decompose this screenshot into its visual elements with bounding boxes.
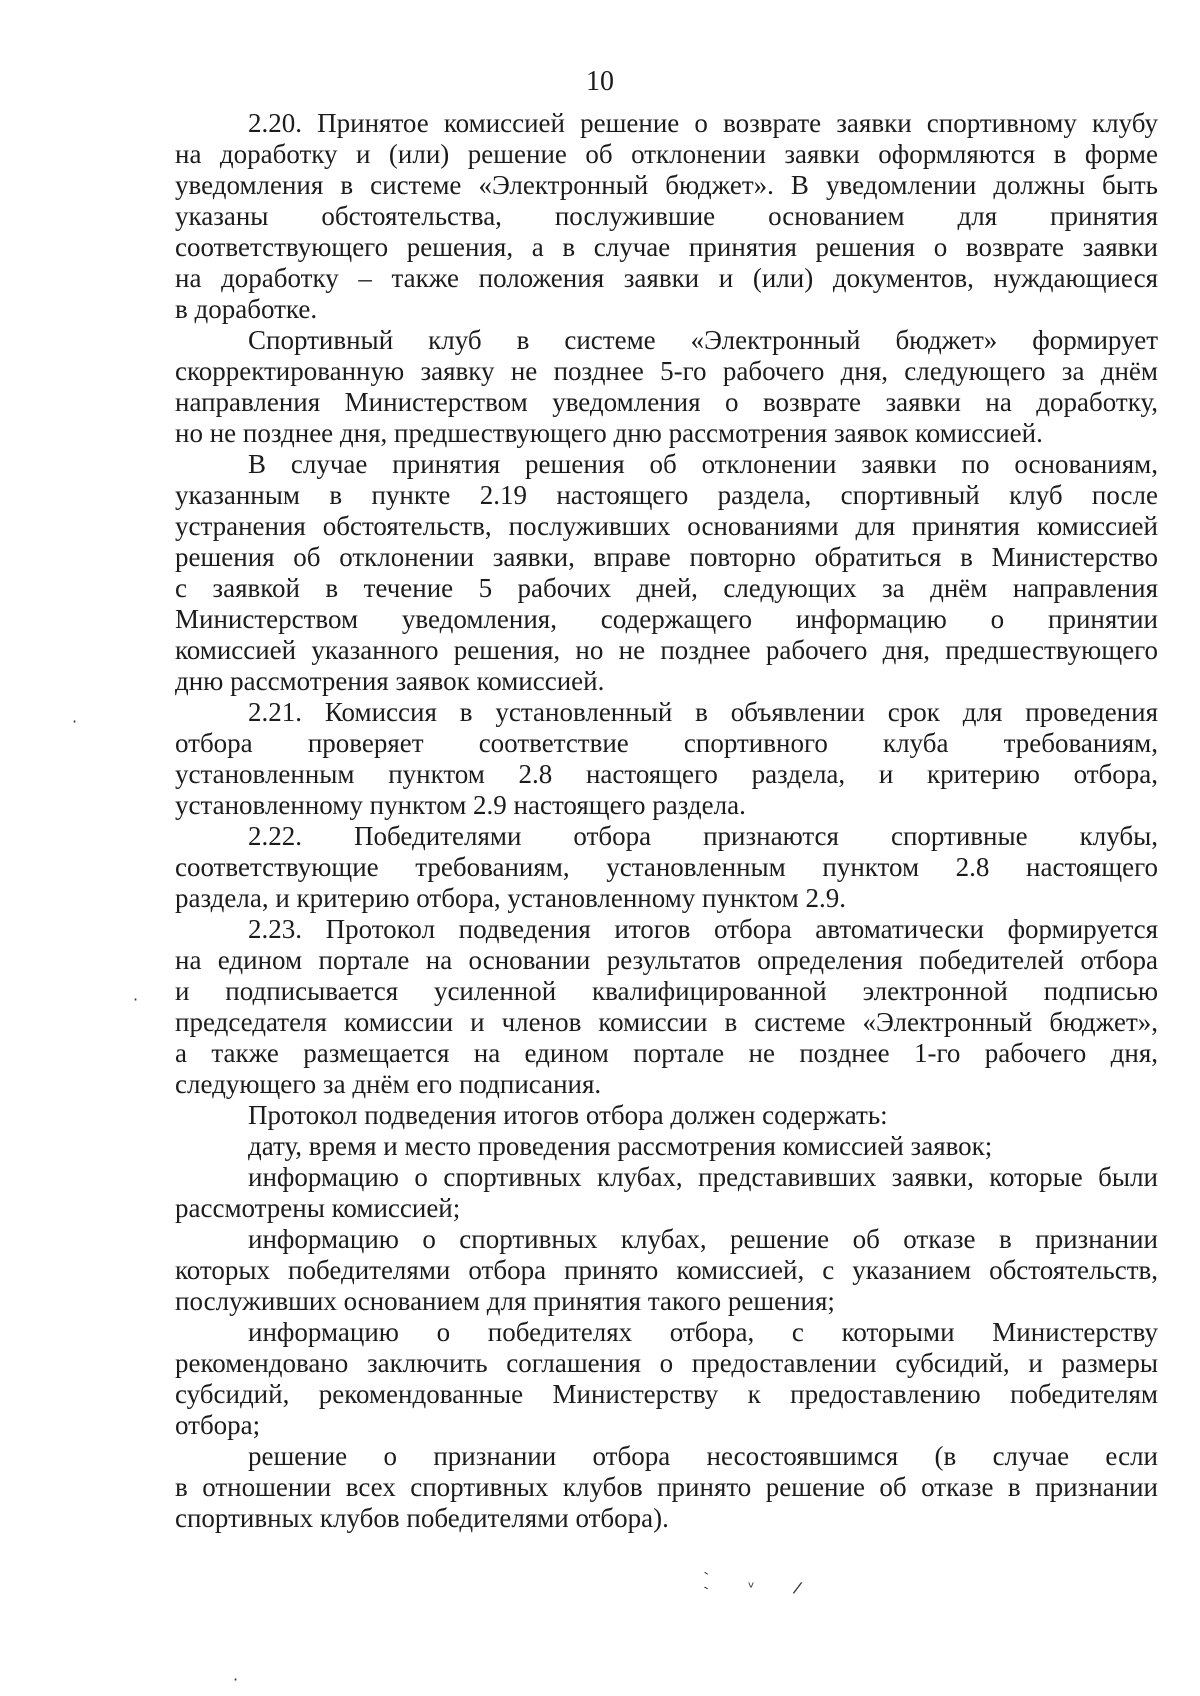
text-line: указанным в пункте 2.19 настоящего раздела, спортивный клуб после [175, 480, 1158, 510]
text-line: Протокол подведения итогов отбора должен содержать: [248, 1100, 888, 1130]
text-line: на доработку – также положения заявки и (или) документов, нуждающиеся [175, 263, 1158, 293]
text-line: 2.21. Комиссия в установленный в объявлении срок для проведения [248, 697, 1158, 727]
text-line: дату, время и место проведения рассмотрения комиссией заявок; [248, 1131, 993, 1161]
text-line: Министерством уведомления, содержащего информацию о принятии [175, 604, 1158, 634]
text-line: послуживших основанием для принятия такого решения; [175, 1286, 835, 1316]
text-line: спортивных клубов победителями отбора). [175, 1503, 669, 1533]
text-line: соответствующие требованиям, установленным пунктом 2.8 настоящего [175, 852, 1158, 882]
text-line: отбора проверяет соответствие спортивного клуба требованиям, [175, 728, 1158, 758]
text-line: отбора; [175, 1410, 261, 1440]
text-line: следующего за днём его подписания. [175, 1069, 602, 1099]
text-line: 2.22. Победителями отбора признаются спортивные клубы, [248, 821, 1158, 851]
scan-speck: · [233, 1670, 239, 1689]
text-line: информацию о спортивных клубах, решение об отказе в признании [248, 1224, 1158, 1254]
page-number: 10 [586, 66, 614, 97]
scan-mark: / [791, 1577, 804, 1598]
text-line: на едином портале на основании результатов определения победителей отбора [175, 945, 1158, 975]
text-line: субсидий, рекомендованные Министерству к предоставлению победителям [175, 1379, 1158, 1409]
document-body [175, 108, 1158, 1534]
scan-speck: · [72, 712, 78, 731]
text-line: дню рассмотрения заявок комиссией. [175, 666, 605, 696]
text-line: направления Министерством уведомления о возврате заявки на доработку, [175, 387, 1158, 417]
text-line: на доработку и (или) решение об отклонении заявки оформляются в форме [175, 139, 1158, 169]
text-line: уведомления в системе «Электронный бюджет». В уведомлении должны быть [175, 170, 1158, 200]
text-line: решение о признании отбора несостоявшимся (в случае если [248, 1441, 1158, 1471]
scan-mark: ᵛ [748, 1578, 755, 1597]
scan-mark: ˎ ̀ [697, 1568, 716, 1591]
text-line: которых победителями отбора принято комиссией, с указанием обстоятельств, [175, 1255, 1158, 1285]
text-line: а также размещается на едином портале не позднее 1-го рабочего дня, [175, 1038, 1158, 1068]
text-line: рассмотрены комиссией; [175, 1193, 461, 1223]
text-line: указаны обстоятельства, послужившие основанием для принятия [175, 201, 1158, 231]
text-line: 2.20. Принятое комиссией решение о возврате заявки спортивному клубу [248, 108, 1158, 138]
text-line: Спортивный клуб в системе «Электронный бюджет» формирует [248, 325, 1158, 355]
text-line: в отношении всех спортивных клубов принято решение об отказе в признании [175, 1472, 1158, 1502]
text-line: в доработке. [175, 294, 318, 324]
text-line: установленным пунктом 2.8 настоящего раздела, и критерию отбора, [175, 759, 1158, 789]
text-line: 2.23. Протокол подведения итогов отбора автоматически формируется [248, 914, 1158, 944]
text-line: комиссией указанного решения, но не позднее рабочего дня, предшествующего [175, 635, 1158, 665]
scan-speck: · [133, 990, 139, 1009]
text-line: но не позднее дня, предшествующего дню рассмотрения заявок комиссией. [175, 418, 1043, 448]
text-line: раздела, и критерию отбора, установленному пунктом 2.9. [175, 883, 846, 913]
text-line: соответствующего решения, а в случае принятия решения о возврате заявки [175, 232, 1158, 262]
text-line: решения об отклонении заявки, вправе повторно обратиться в Министерство [175, 542, 1158, 572]
text-line: с заявкой в течение 5 рабочих дней, следующих за днём направления [175, 573, 1158, 603]
text-line: и подписывается усиленной квалифицированной электронной подписью [175, 976, 1158, 1006]
text-line: председателя комиссии и членов комиссии в системе «Электронный бюджет», [175, 1007, 1158, 1037]
text-line: установленному пунктом 2.9 настоящего раздела. [175, 790, 746, 820]
text-line: В случае принятия решения об отклонении заявки по основаниям, [248, 449, 1158, 479]
text-line: информацию о спортивных клубах, представивших заявки, которые были [248, 1162, 1158, 1192]
text-line: скорректированную заявку не позднее 5-го рабочего дня, следующего за днём [175, 356, 1158, 386]
text-line: информацию о победителях отбора, с которыми Министерству [248, 1317, 1158, 1347]
text-line: рекомендовано заключить соглашения о предоставлении субсидий, и размеры [175, 1348, 1158, 1378]
text-line: устранения обстоятельств, послуживших основаниями для принятия комиссией [175, 511, 1158, 541]
